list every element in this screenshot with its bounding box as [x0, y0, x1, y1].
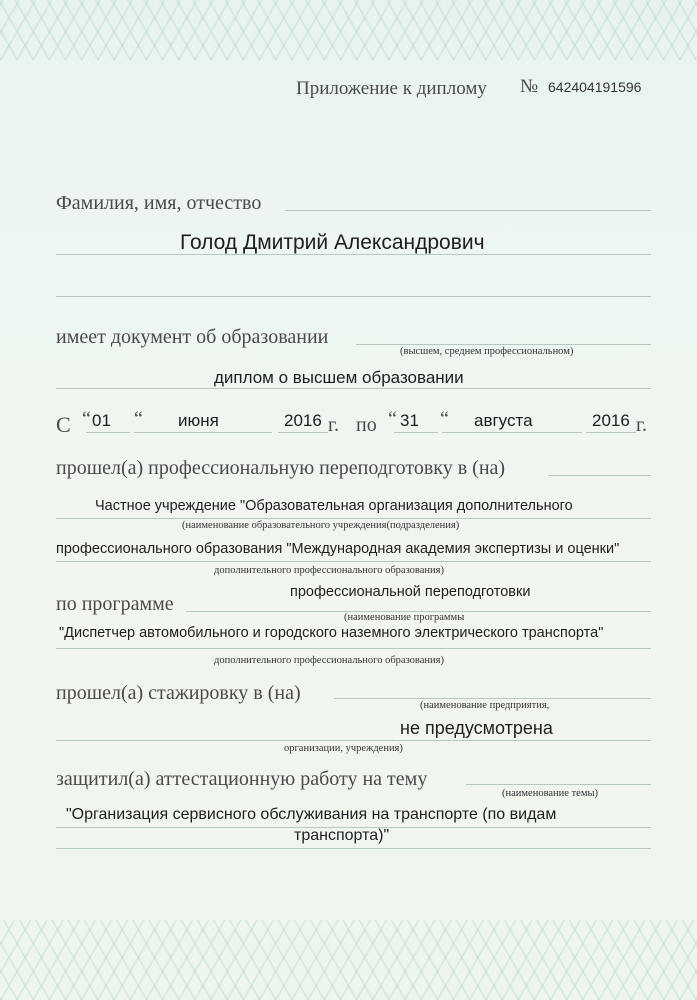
retraining-label-line: [548, 475, 651, 476]
retraining-line1: Частное учреждение "Образовательная организация дополнительного: [95, 498, 573, 514]
retraining-hint2: дополнительного профессионального образования): [214, 565, 444, 576]
education-value: диплом о высшем образовании: [214, 368, 464, 387]
period-from-day: 01: [92, 411, 111, 430]
period-to-day: 31: [400, 411, 419, 430]
period-to-month: августа: [474, 411, 533, 430]
thesis-line2-rule: [56, 848, 651, 849]
program-label: по программе: [56, 593, 174, 615]
thesis-hint: (наименование темы): [502, 788, 599, 799]
program-hint2: дополнительного профессионального образования): [214, 655, 444, 666]
program-line1: профессиональной переподготовки: [290, 584, 531, 600]
thesis-line1: "Организация сервисного обслуживания на транспорте (по видам: [66, 806, 557, 823]
period-from-year: 2016: [284, 411, 322, 430]
fio-value: Голод Дмитрий Александрович: [180, 231, 485, 254]
from-year-line: [278, 432, 328, 433]
fio-value-line: [56, 254, 651, 255]
internship-hint1: (наименование предприятия,: [420, 700, 550, 711]
from-day-line: [86, 432, 130, 433]
retraining-label: прошел(а) профессиональную переподготовку в (на): [56, 457, 506, 479]
quote-open-1: “: [82, 408, 91, 430]
internship-value-line: [56, 740, 651, 741]
fio-line: [285, 210, 651, 211]
top-ornament: [0, 0, 697, 60]
quote-close-2: “: [440, 408, 449, 430]
from-month-line: [134, 432, 272, 433]
period-to-year: 2016: [592, 411, 630, 430]
program-line2-rule: [56, 648, 651, 649]
diploma-number: 642404191596: [548, 79, 642, 95]
program-line2: "Диспетчер автомобильного и городского наземного электрического транспорта": [59, 625, 604, 641]
from-year-suffix: г.: [328, 414, 339, 436]
to-year-line: [586, 432, 636, 433]
bottom-ornament: [0, 920, 697, 1000]
quote-close-1: “: [134, 408, 143, 430]
thesis-line2: транспорта)": [294, 827, 390, 844]
program-hint1: (наименование программы: [344, 612, 465, 623]
period-to-word: по: [356, 414, 377, 436]
retraining-hint1: (наименование образовательного учреждения(подразделения): [182, 520, 460, 531]
retraining-line1-rule: [56, 518, 651, 519]
period-from-prefix: С: [56, 412, 71, 437]
retraining-line2-rule: [56, 561, 651, 562]
fio-label: Фамилия, имя, отчество: [56, 192, 262, 214]
internship-label-line: [334, 698, 651, 699]
retraining-line2: профессионального образования "Международная академия экспертизы и оценки": [56, 541, 620, 557]
thesis-label: защитил(а) аттестационную работу на тему: [56, 768, 428, 790]
internship-value: не предусмотрена: [400, 718, 553, 738]
to-month-line: [442, 432, 582, 433]
education-hint: (высшем, среднем профессиональном): [400, 346, 574, 357]
education-label: имеет документ об образовании: [56, 326, 329, 348]
fio-blank-line: [56, 296, 651, 297]
period-from-month: июня: [178, 411, 219, 430]
internship-label: прошел(а) стажировку в (на): [56, 682, 301, 704]
education-value-line: [56, 388, 651, 389]
internship-hint2: организации, учреждения): [284, 743, 403, 754]
number-sign: №: [520, 76, 539, 97]
thesis-label-line: [466, 784, 651, 785]
to-day-line: [394, 432, 438, 433]
header-label: Приложение к диплому: [296, 78, 487, 99]
quote-open-2: “: [388, 408, 397, 430]
education-line: [356, 344, 651, 345]
to-year-suffix: г.: [636, 414, 647, 436]
